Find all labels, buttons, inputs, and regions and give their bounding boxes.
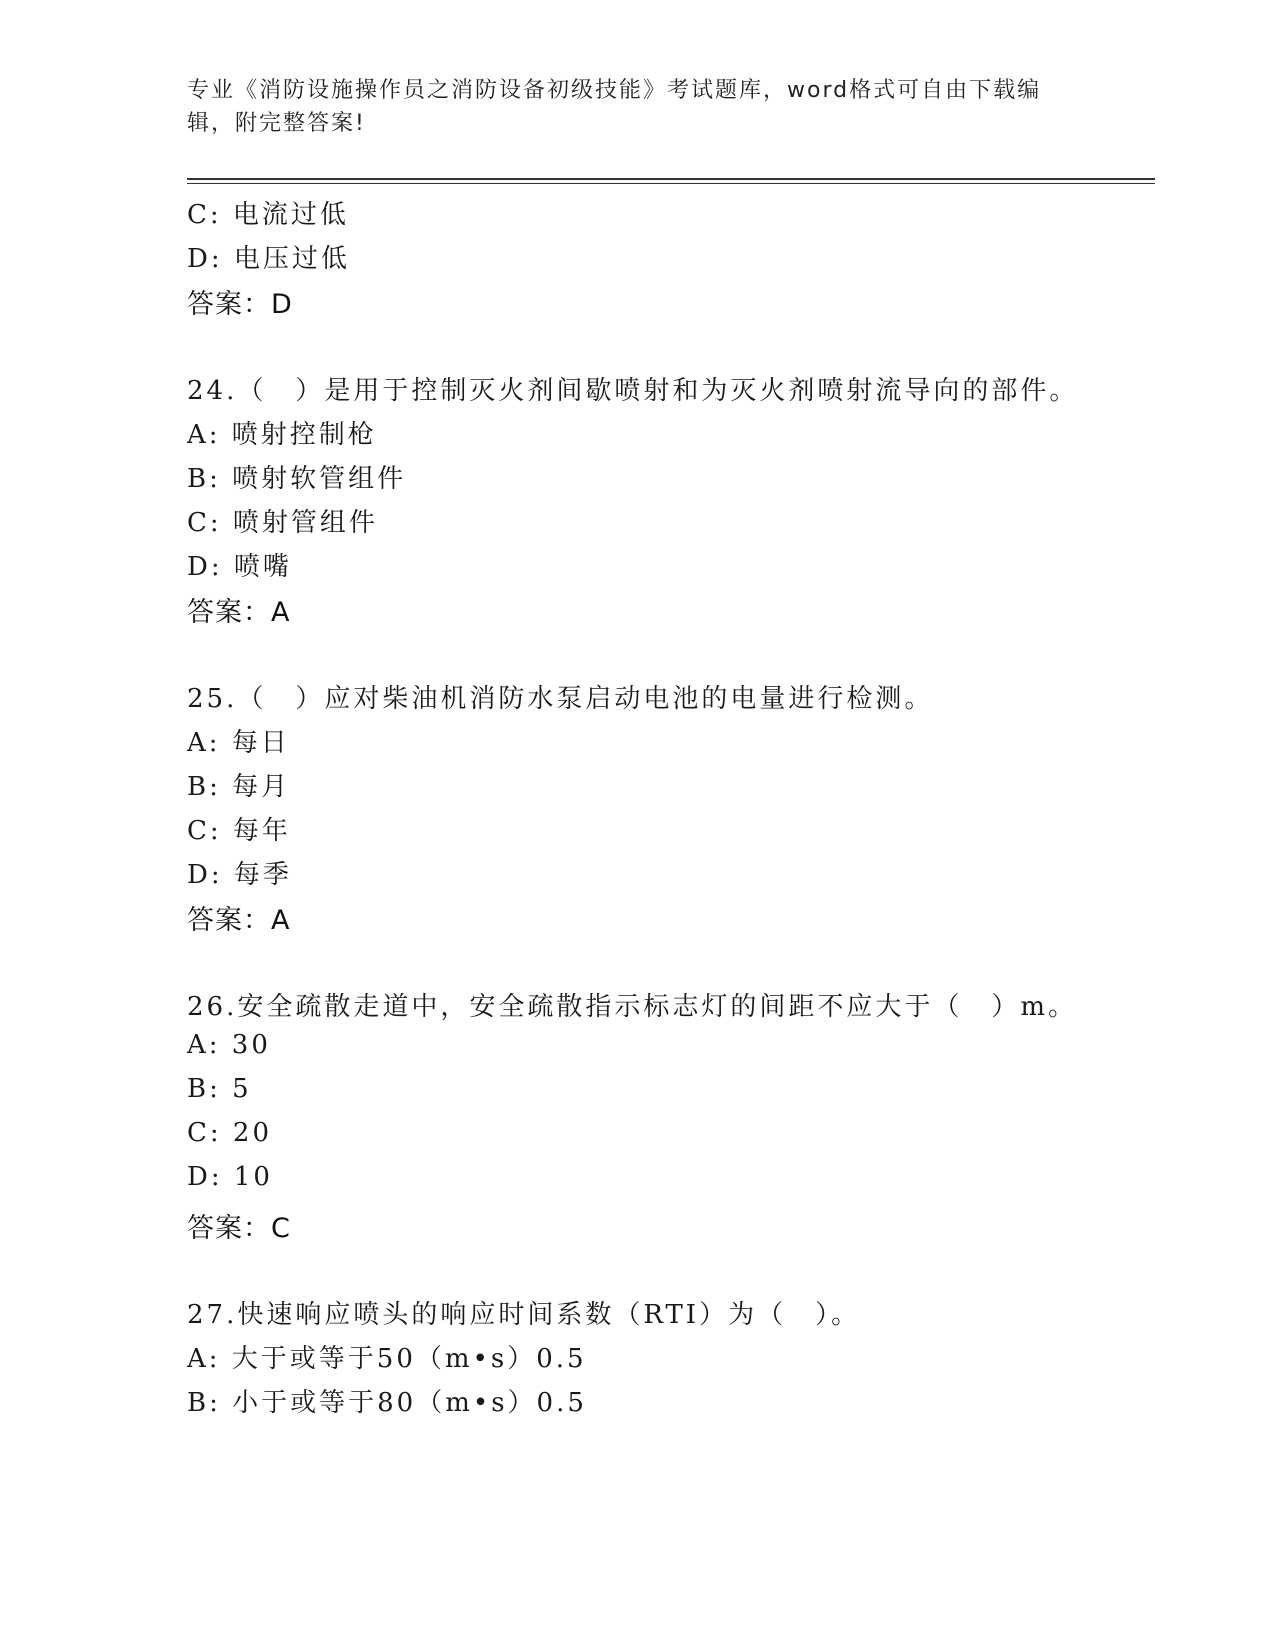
header-divider-thin [187, 183, 1155, 184]
question-24: 24.（ ）是用于控制灭火剂间歇喷射和为灭火剂喷射流导向的部件。 [187, 376, 1079, 406]
question-26: 26.安全疏散走道中，安全疏散指示标志灯的间距不应大于（ ）m。 [187, 992, 1078, 1022]
option-d: D: 每季 [187, 860, 292, 890]
answer-line: 答案：A [187, 905, 291, 936]
option-a: A: 30 [187, 1030, 271, 1060]
answer-line: 答案：C [187, 1213, 291, 1244]
answer-line: 答案：D [187, 289, 293, 320]
answer-line: 答案：A [187, 597, 291, 628]
option-a: A: 大于或等于50（m•s）0.5 [187, 1344, 587, 1374]
option-b: B: 喷射软管组件 [187, 464, 407, 494]
option-d: D: 10 [187, 1162, 273, 1192]
document-header [187, 74, 1067, 140]
option-c: C: 电流过低 [187, 200, 349, 230]
option-b: B: 小于或等于80（m•s）0.5 [187, 1388, 587, 1418]
option-a: A: 每日 [187, 728, 290, 758]
option-d: D: 喷嘴 [187, 552, 292, 582]
option-a: A: 喷射控制枪 [187, 420, 377, 450]
option-b: B: 5 [187, 1074, 252, 1104]
option-c: C: 喷射管组件 [187, 508, 378, 538]
option-d: D: 电压过低 [187, 244, 350, 274]
question-27: 27.快速响应喷头的响应时间系数（RTI）为（ ）。 [187, 1300, 861, 1330]
option-b: B: 每月 [187, 772, 291, 802]
header-divider [187, 178, 1155, 180]
option-c: C: 20 [187, 1118, 273, 1148]
option-c: C: 每年 [187, 816, 291, 846]
header-line-2: 辑，附完整答案! [187, 111, 366, 136]
header-line-1: 专业《消防设施操作员之消防设备初级技能》考试题库，word格式可自由下载编 [187, 78, 1042, 103]
question-25: 25.（ ）应对柴油机消防水泵启动电池的电量进行检测。 [187, 684, 934, 714]
